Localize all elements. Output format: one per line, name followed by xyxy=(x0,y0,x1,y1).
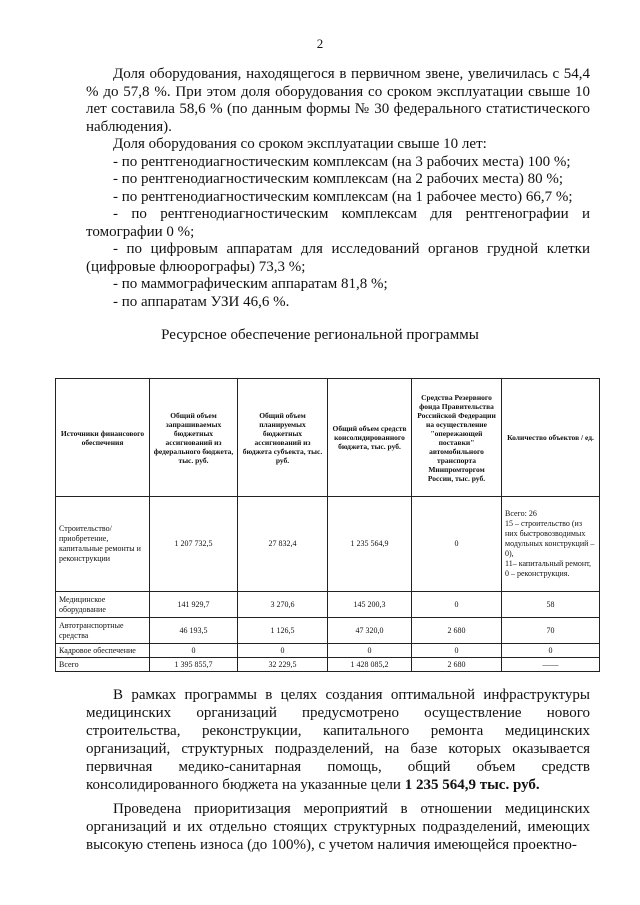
cell-federal: 46 193,5 xyxy=(150,618,238,644)
cell-regional: 1 126,5 xyxy=(238,618,328,644)
cell-consolidated: 1 235 564,9 xyxy=(328,497,412,592)
table-row xyxy=(56,644,600,658)
conclusion-text: В рамках программы в целях создания оптимальной инфраструктуры медицинских организаций предусмотрено осуществление нового строительства, реконструкции, капитального ремонта медицинских организаций, структурных подразделений, на базе которых оказывается первичная медико-санитарная помощь, общий объем средств консолидированного бюджета на указанные цели xyxy=(86,687,590,793)
cell-regional: 32 229,5 xyxy=(238,658,328,672)
table-row xyxy=(56,618,600,644)
intro-paragraph-1: Доля оборудования, находящегося в первичном звене, увеличилась с 54,4 % до 57,8 %. При этом доля оборудования со сроком эксплуатации свыше 10 лет составила 58,6 % (по данным формы № 30 федерального статистического наблюдения). xyxy=(86,66,590,135)
cell-reserve: 0 xyxy=(412,497,502,592)
intro-section xyxy=(86,66,590,311)
list-item: - по рентгенодиагностическим комплексам (на 1 рабочее место) 66,7 %; xyxy=(113,188,573,205)
resource-table xyxy=(55,378,600,672)
list-item: - по цифровым аппаратам для исследований органов грудной клетки (цифровые флюорографы) 73,3 %; xyxy=(86,241,590,275)
list-item: - по рентгенодиагностическим комплексам для рентгенографии и томографии 0 %; xyxy=(86,206,590,240)
header-federal: Общий объем запрашиваемых бюджетных ассигнований из федерального бюджета, тыс. руб. xyxy=(150,379,238,497)
table-row xyxy=(56,592,600,618)
header-sources: Источники финансового обеспечения xyxy=(56,379,150,497)
row-name: Кадровое обеспечение xyxy=(56,644,150,658)
row-name: Всего xyxy=(56,658,150,672)
list-item: - по аппаратам УЗИ 46,6 %. xyxy=(113,293,290,310)
row-name: Строительство/приобретение, капитальные ремонты и реконструкции xyxy=(56,497,150,592)
header-consolidated: Общий объем средств консолидированного бюджета, тыс. руб. xyxy=(328,379,412,497)
table-row xyxy=(56,497,600,592)
cell-consolidated: 0 xyxy=(328,644,412,658)
cell-reserve: 2 680 xyxy=(412,618,502,644)
cell-consolidated: 1 428 085,2 xyxy=(328,658,412,672)
list-item: - по рентгенодиагностическим комплексам (на 3 рабочих места) 100 %; xyxy=(113,153,571,170)
cell-federal: 0 xyxy=(150,644,238,658)
cell-reserve: 2 680 xyxy=(412,658,502,672)
table-row xyxy=(56,658,600,672)
conclusion-paragraph-2: Проведена приоритизация мероприятий в отношении медицинских организаций и их отдельно стоящих структурных подразделений, имеющих высокую степень износа (до 100%), с учетом наличия имеющейся проектно- xyxy=(86,801,590,853)
cell-count: Всего: 26 15 – строительство (из них быстровозводимых модульных конструкций – 0), 11– капитальный ремонт, 0 – реконструкция. xyxy=(502,497,600,592)
cell-regional: 3 270,6 xyxy=(238,592,328,618)
cell-regional: 27 832,4 xyxy=(238,497,328,592)
header-count: Количество объектов / ед. xyxy=(502,379,600,497)
section-title: Ресурсное обеспечение региональной программы xyxy=(161,327,479,343)
row-name: Автотранспортные средства xyxy=(56,618,150,644)
list-item: - по маммографическим аппаратам 81,8 %; xyxy=(113,276,388,292)
cell-federal: 1 395 855,7 xyxy=(150,658,238,672)
cell-consolidated: 47 320,0 xyxy=(328,618,412,644)
conclusion-amount: 1 235 564,9 тыс. руб. xyxy=(404,777,540,793)
cell-count: —— xyxy=(502,658,600,672)
header-reserve-fund: Средства Резервного фонда Правительства Российской Федерации на осуществление "опережающей поставки" автомобильного транспорта Минпромторгом России, тыс. руб. xyxy=(412,379,502,497)
table-header-row xyxy=(56,379,600,497)
row-name: Медицинское оборудование xyxy=(56,592,150,618)
conclusion-paragraph-1 xyxy=(86,686,590,794)
conclusion-section xyxy=(86,686,590,854)
cell-federal: 141 929,7 xyxy=(150,592,238,618)
cell-count: 0 xyxy=(502,644,600,658)
cell-count: 70 xyxy=(502,618,600,644)
header-regional: Общий объем планируемых бюджетных ассигнований из бюджета субъекта, тыс. руб. xyxy=(238,379,328,497)
cell-consolidated: 145 200,3 xyxy=(328,592,412,618)
cell-reserve: 0 xyxy=(412,644,502,658)
page-number: 2 xyxy=(316,36,324,51)
cell-reserve: 0 xyxy=(412,592,502,618)
cell-federal: 1 207 732,5 xyxy=(150,497,238,592)
intro-paragraph-2: Доля оборудования со сроком эксплуатации свыше 10 лет: xyxy=(113,136,487,152)
list-item: - по рентгенодиагностическим комплексам (на 2 рабочих места) 80 %; xyxy=(113,171,564,187)
cell-count: 58 xyxy=(502,592,600,618)
cell-regional: 0 xyxy=(238,644,328,658)
